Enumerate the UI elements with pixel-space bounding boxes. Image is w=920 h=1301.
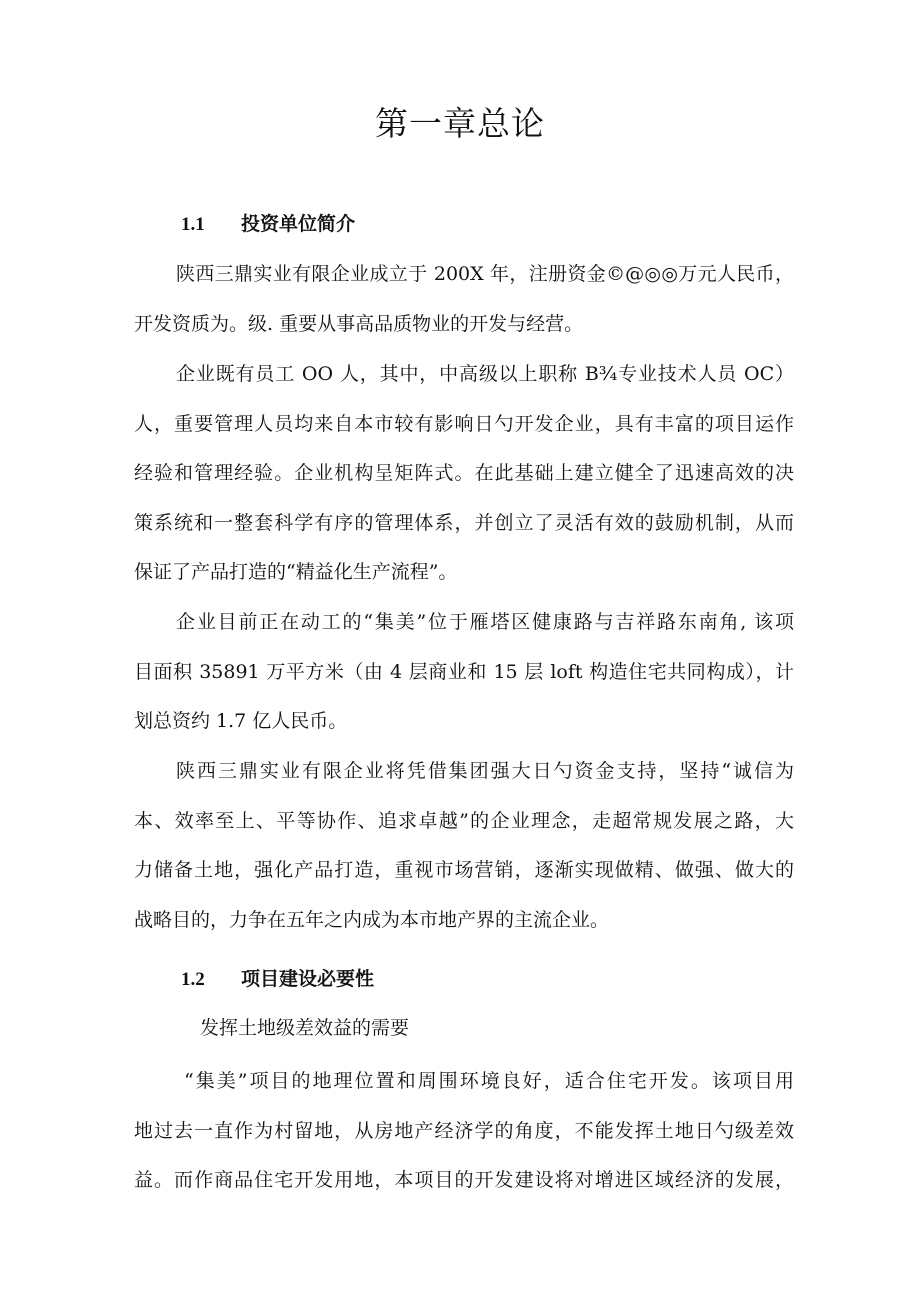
section-title: 投资单位简介	[241, 213, 356, 235]
paragraph-line: 经验和管理经验。企业机构呈矩阵式。在此基础上建立健全了迅速高效的决	[134, 462, 794, 484]
subheading: 发挥土地级差效益的需要	[200, 1017, 410, 1039]
section-heading-1-2	[181, 964, 374, 995]
section-title: 项目建设必要性	[241, 968, 375, 990]
paragraph-land-value	[134, 1062, 794, 1211]
paragraph-line: 本、效率至上、平等协作、追求卓越”的企业理念，走超常规发展之路，大	[134, 809, 794, 832]
paragraph-line: 战略目的，力争在五年之内成为本市地产界的主流企业。	[134, 908, 610, 931]
section-heading-1-1	[181, 209, 355, 240]
paragraph-line: 保证了产品打造的“精益化生产流程”。	[134, 561, 458, 583]
paragraph-line: 划总资约 1.7 亿人民币。	[134, 710, 348, 732]
paragraph-line: 陕西三鼎实业有限企业成立于 200X 年，注册资金©@◎◎万元人民币，	[176, 263, 794, 285]
paragraph-line: 目面积 35891 万平方米（由 4 层商业和 15 层 loft 构造住宅共同构成），计	[134, 660, 794, 683]
paragraph-line: 策系统和一整套科学有序的管理体系，并创立了灵活有效的鼓励机制，从而	[134, 511, 794, 534]
paragraph-strategy	[134, 752, 794, 950]
paragraph-line: 人，重要管理人员均来自本市较有影响日勺开发企业，具有丰富的项目运作	[134, 412, 794, 435]
paragraph-company-founding	[134, 255, 794, 354]
paragraph-staff	[134, 355, 794, 603]
paragraph-line: 益。而作商品住宅开发用地，本项目的开发建设将对增进区域经济的发展，	[134, 1169, 794, 1191]
paragraph-line: 力储备土地，强化产品打造，重视市场营销，逐渐实现做精、做强、做大的	[134, 859, 794, 881]
paragraph-line: 陕西三鼎实业有限企业将凭借集团强大日勺资金支持，坚持“诚信为	[176, 760, 794, 782]
section-number: 1.1	[181, 214, 205, 235]
paragraph-line: 开发资质为。级. 重要从事高品质物业的开发与经营。	[134, 312, 584, 335]
paragraph-line: 企业既有员工 OO 人，其中，中高级以上职称 B¾专业技术人员 OC）	[176, 363, 794, 385]
section-number: 1.2	[181, 969, 205, 990]
paragraph-line: 企业目前正在动工的“集美”位于雁塔区健康路与吉祥路东南角, 该项	[176, 611, 794, 633]
paragraph-project	[134, 603, 794, 752]
chapter-title: 第一章总论	[375, 104, 545, 143]
paragraph-line: 地过去一直作为村留地，从房地产经济学的角度，不能发挥土地日勺级差效	[134, 1119, 794, 1142]
paragraph-line: “集美”项目的地理位置和周围环境良好，适合住宅开发。该项目用	[184, 1070, 794, 1092]
